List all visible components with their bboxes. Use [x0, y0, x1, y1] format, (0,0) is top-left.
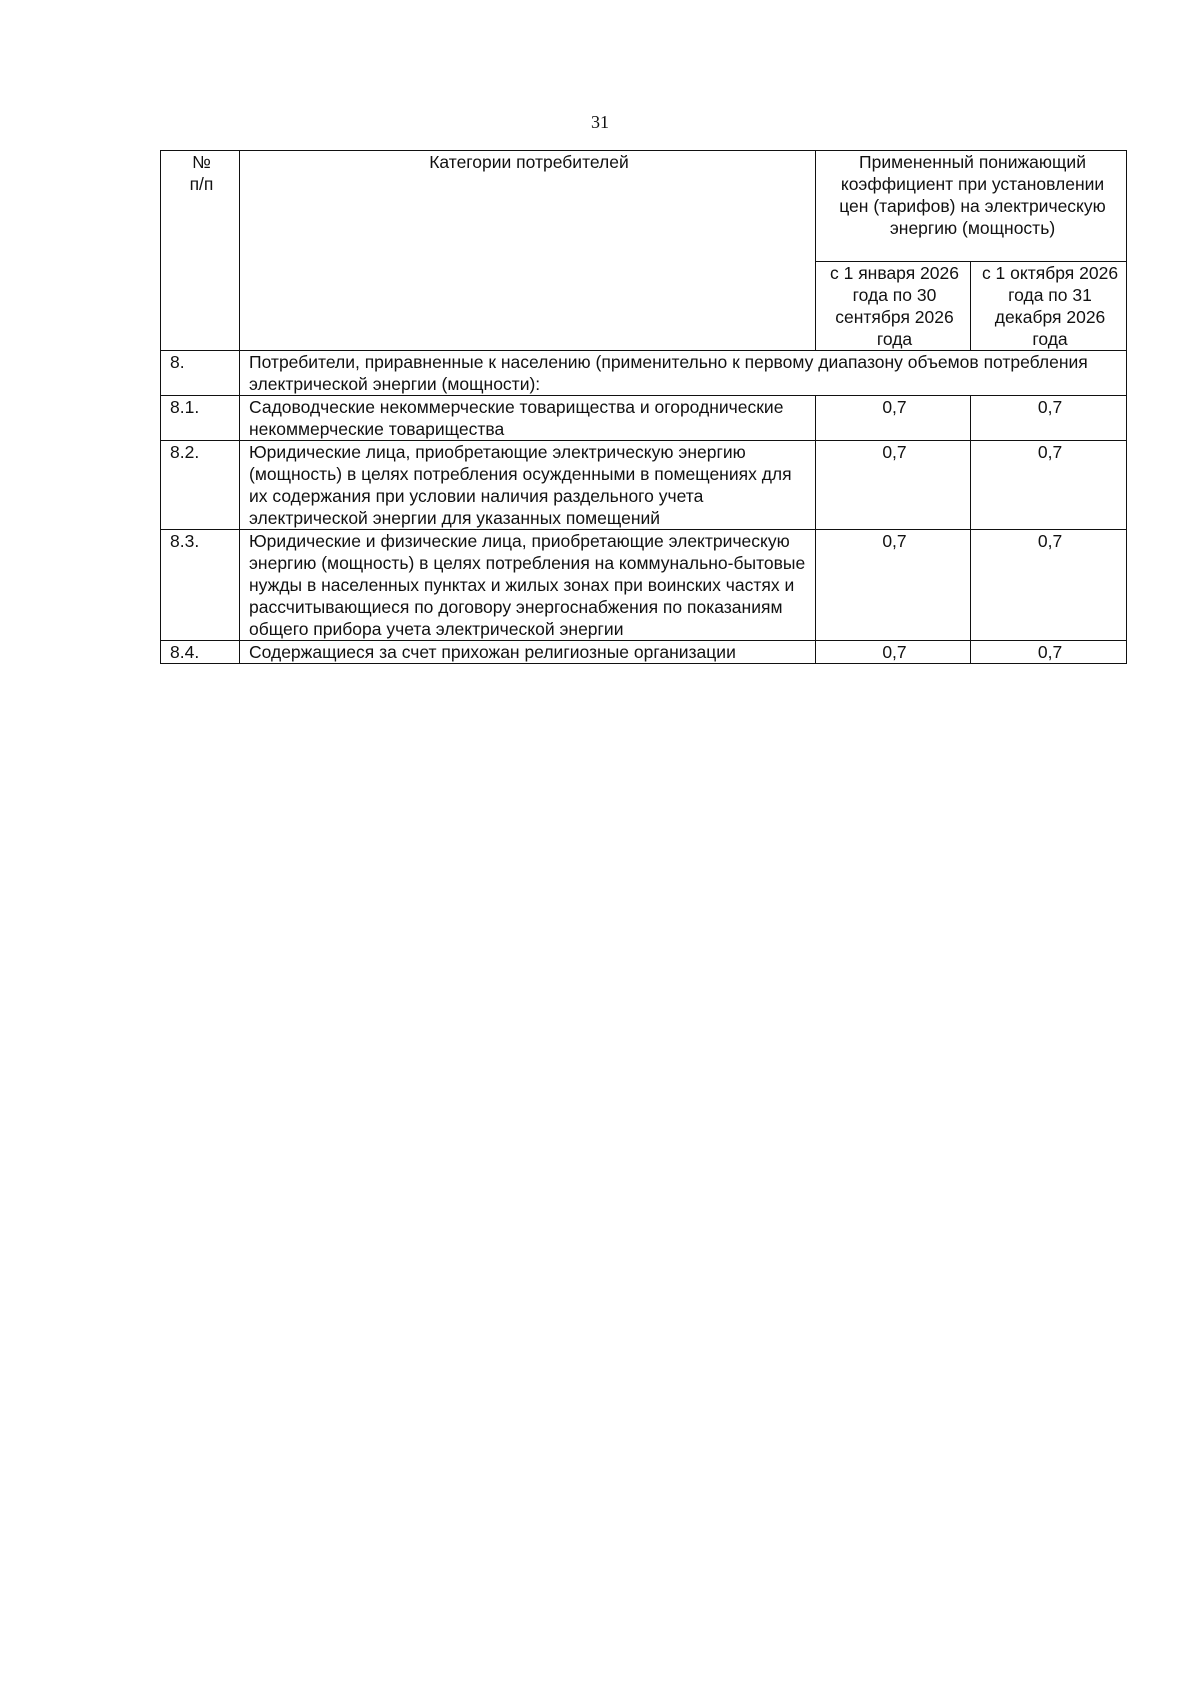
row-value-period-2: 0,7 — [971, 530, 1127, 641]
row-value-period-1: 0,7 — [816, 530, 971, 641]
table-row — [161, 441, 1127, 530]
header-period-2: с 1 октября 2026 года по 31 декабря 2026 года — [971, 262, 1127, 351]
row-value-period-1: 0,7 — [816, 396, 971, 441]
row-category: Юридические и физические лица, приобретающие электрическую энергию (мощность) в целях потребления на коммунально-бытовые нужды в населенных пунктах и жилых зонах при воинских частях и рассчитывающиеся по договору энергоснабжения по показаниям общего прибора учета электрической энергии — [240, 530, 816, 641]
row-value-period-1: 0,7 — [816, 641, 971, 664]
header-category: Категории потребителей — [240, 151, 816, 351]
row-number: 8.1. — [161, 396, 240, 441]
tariff-coefficients-table — [160, 150, 1127, 664]
table-row — [161, 641, 1127, 664]
table-header-row — [161, 151, 1127, 262]
row-number: 8.3. — [161, 530, 240, 641]
table-section-row — [161, 351, 1127, 396]
table-row — [161, 530, 1127, 641]
table-row — [161, 396, 1127, 441]
header-number-abbrev: п/п — [189, 174, 214, 194]
row-category: Юридические лица, приобретающие электрическую энергию (мощность) в целях потребления осужденными в помещениях для их содержания при условии наличия раздельного учета электрической энергии для указанных помещений — [240, 441, 816, 530]
row-category: Содержащиеся за счет прихожан религиозные организации — [240, 641, 816, 664]
row-value-period-1: 0,7 — [816, 441, 971, 530]
header-number-cell — [161, 151, 240, 351]
header-number-symbol: № — [192, 152, 211, 172]
page-number: 31 — [591, 112, 609, 132]
header-coefficient: Примененный понижающий коэффициент при установлении цен (тарифов) на электрическую энергию (мощность) — [816, 151, 1127, 262]
row-number: 8.2. — [161, 441, 240, 530]
row-value-period-2: 0,7 — [971, 641, 1127, 664]
row-value-period-2: 0,7 — [971, 441, 1127, 530]
row-category: Садоводческие некоммерческие товарищества и огороднические некоммерческие товарищества — [240, 396, 816, 441]
row-number: 8.4. — [161, 641, 240, 664]
section-number: 8. — [161, 351, 240, 396]
row-value-period-2: 0,7 — [971, 396, 1127, 441]
section-title: Потребители, приравненные к населению (применительно к первому диапазону объемов потребления электрической энергии (мощности): — [240, 351, 1127, 396]
header-period-1: с 1 января 2026 года по 30 сентября 2026 года — [816, 262, 971, 351]
